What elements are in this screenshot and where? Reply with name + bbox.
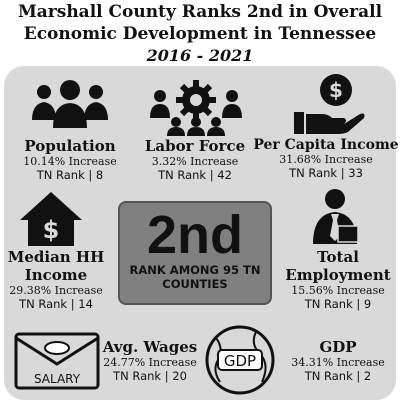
- overall-rank-value: 2nd: [146, 205, 243, 265]
- svg-text:$: $: [42, 216, 60, 244]
- gdp-globe-icon: [204, 324, 276, 396]
- salary-envelope-icon: [12, 330, 102, 392]
- overall-rank-caption-line1: RANK AMONG 95 TN: [129, 263, 261, 277]
- population-label: Population: [24, 137, 116, 155]
- per-capita-income-rank: TN Rank | 33: [289, 166, 363, 180]
- labor-force-increase: 3.32% Increase: [151, 155, 239, 168]
- gdp-metric: [280, 338, 396, 383]
- employee-icon: [310, 188, 360, 246]
- total-employment-label-line1: Total: [317, 248, 359, 266]
- gdp-label: GDP: [319, 338, 357, 356]
- svg-text:SALARY: SALARY: [33, 372, 81, 386]
- per-capita-income-metric: [252, 137, 400, 180]
- svg-text:$: $: [329, 78, 343, 102]
- per-capita-income-label: Per Capita Income: [253, 137, 399, 153]
- avg-wages-metric: [100, 338, 200, 383]
- median-hh-income-metric: [4, 248, 108, 311]
- labor-force-rank: TN Rank | 42: [158, 168, 232, 182]
- avg-wages-increase: 24.77% Increase: [103, 356, 197, 369]
- population-rank: TN Rank | 8: [36, 168, 104, 182]
- title-date-range: 2016 - 2021: [146, 46, 254, 65]
- population-increase: 10.14% Increase: [23, 155, 117, 168]
- total-employment-rank: TN Rank | 9: [304, 297, 372, 311]
- labor-force-label: Labor Force: [144, 137, 246, 155]
- svg-text:GDP: GDP: [223, 352, 257, 370]
- hand-money-icon: [292, 72, 368, 138]
- avg-wages-label: Avg. Wages: [102, 338, 198, 356]
- median-hh-income-rank: TN Rank | 14: [19, 297, 93, 311]
- per-capita-income-increase: 31.68% Increase: [279, 153, 373, 166]
- overall-rank-box: [118, 201, 272, 305]
- labor-force-icon: [146, 74, 246, 138]
- avg-wages-rank: TN Rank | 20: [113, 369, 187, 383]
- population-metric: [10, 137, 130, 182]
- population-icon: [22, 76, 118, 136]
- house-dollar-icon: [18, 190, 84, 248]
- total-employment-label-line2: Employment: [285, 266, 391, 284]
- gdp-rank: TN Rank | 2: [304, 369, 372, 383]
- overall-rank-caption-line2: COUNTIES: [162, 277, 228, 291]
- labor-force-metric: [130, 137, 260, 182]
- median-hh-income-label-line2: Income: [24, 266, 88, 284]
- gdp-increase: 34.31% Increase: [291, 356, 385, 369]
- total-employment-metric: [280, 248, 396, 311]
- median-hh-income-increase: 29.38% Increase: [9, 284, 103, 297]
- median-hh-income-label-line1: Median HH: [7, 248, 105, 266]
- title-line-1: Marshall County Ranks 2nd in Overall: [17, 2, 383, 22]
- title-line-2: Economic Development in Tennessee: [23, 24, 377, 44]
- total-employment-increase: 15.56% Increase: [291, 284, 385, 297]
